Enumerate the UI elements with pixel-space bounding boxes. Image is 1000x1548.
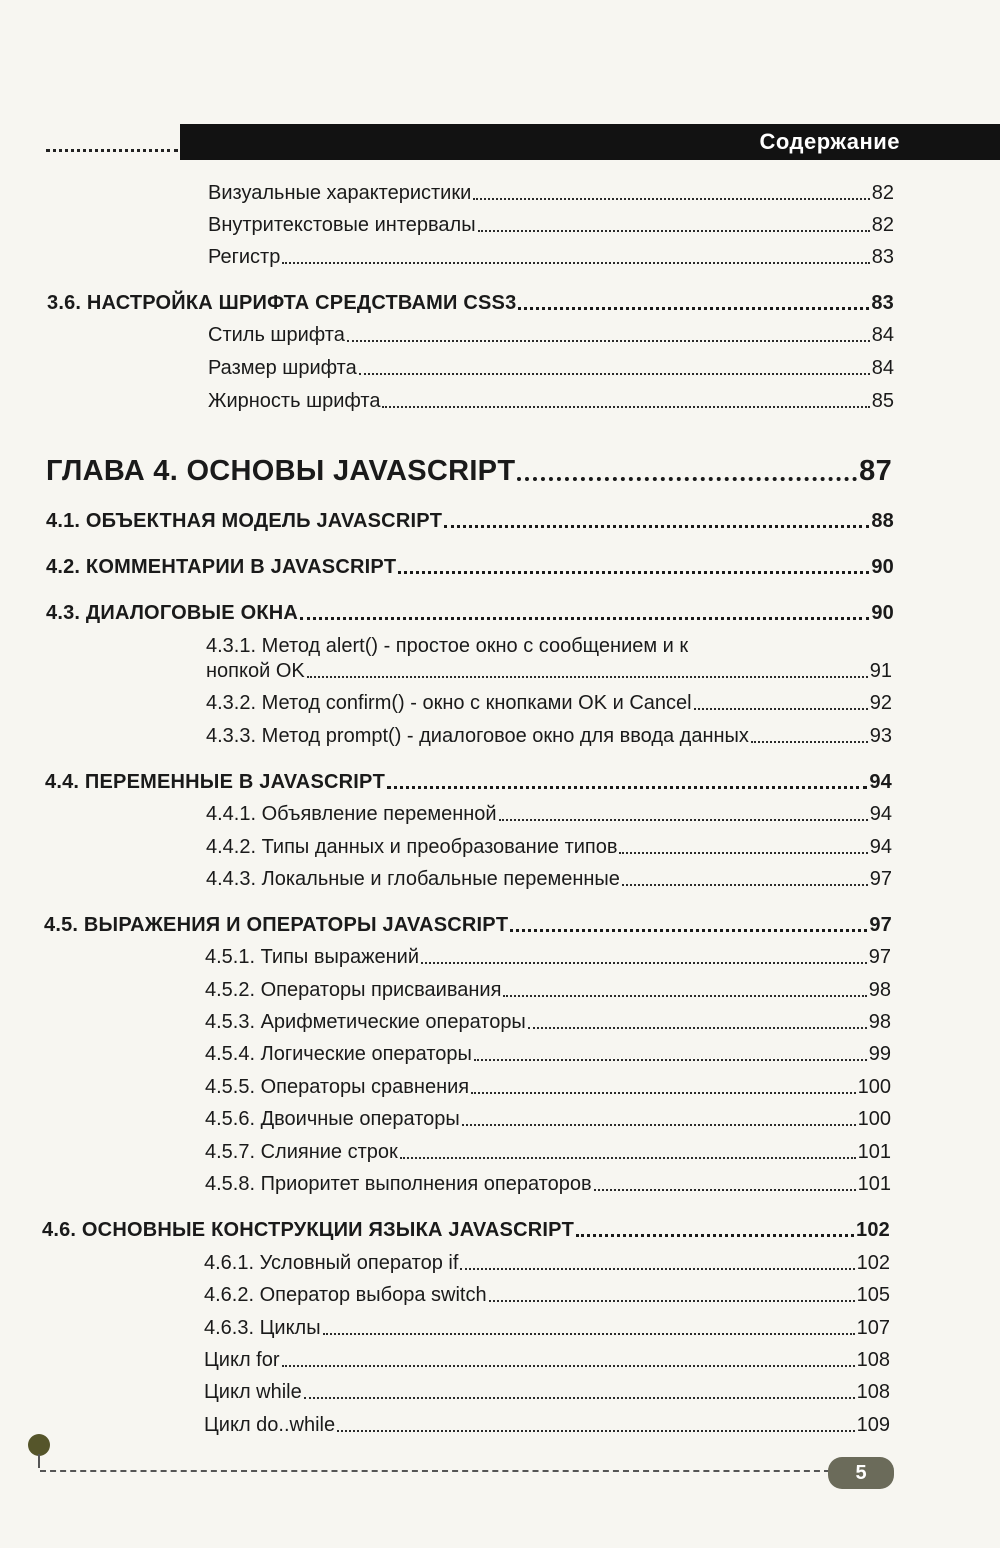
toc-entry-page: 109 bbox=[856, 1414, 890, 1436]
dot-leader bbox=[300, 616, 869, 620]
dot-leader bbox=[444, 524, 869, 528]
toc-entry bbox=[206, 803, 892, 826]
toc-entry bbox=[206, 660, 892, 683]
toc-entry bbox=[204, 1414, 890, 1437]
toc-entry bbox=[206, 725, 892, 748]
toc-entry-title: 4.5.6. Двоичные операторы bbox=[205, 1108, 460, 1130]
toc-chapter bbox=[46, 455, 892, 488]
toc-entry bbox=[208, 324, 894, 347]
toc-entry-page: 85 bbox=[871, 390, 894, 412]
footer-bullet-icon bbox=[28, 1434, 50, 1456]
dot-leader bbox=[421, 961, 867, 964]
header-dotted-rule bbox=[46, 149, 178, 152]
toc-section-page: 88 bbox=[871, 510, 894, 532]
dot-leader bbox=[503, 994, 866, 997]
toc-entry-title: 4.4.3. Локальные и глобальные переменные bbox=[206, 868, 620, 890]
toc-entry-page: 94 bbox=[869, 836, 892, 858]
toc-entry bbox=[206, 868, 892, 891]
toc-entry-title: 4.5.2. Операторы присваивания bbox=[205, 979, 502, 1001]
toc-entry-title: Стиль шрифта bbox=[208, 324, 345, 346]
toc-entry bbox=[208, 246, 894, 269]
toc-entry bbox=[205, 946, 891, 969]
toc-entry-page: 108 bbox=[856, 1381, 890, 1403]
toc-section-page: 90 bbox=[871, 556, 894, 578]
toc-entry-title-line1: 4.3.1. Метод alert() - простое окно с сообщением и к bbox=[206, 635, 689, 657]
toc-entry bbox=[206, 836, 892, 859]
toc-chapter-title: ГЛАВА 4. ОСНОВЫ JAVASCRIPT bbox=[46, 455, 516, 487]
dot-leader bbox=[473, 197, 869, 200]
dot-leader bbox=[510, 928, 867, 932]
dot-leader bbox=[619, 851, 867, 854]
toc-entry-title: Размер шрифта bbox=[208, 357, 357, 379]
toc-entry-page: 98 bbox=[868, 1011, 891, 1033]
toc-section bbox=[46, 510, 894, 533]
toc-entry-title: Жирность шрифта bbox=[208, 390, 381, 412]
page-number-badge bbox=[828, 1457, 894, 1489]
toc-entry-title: 4.5.5. Операторы сравнения bbox=[205, 1076, 470, 1098]
toc-entry bbox=[205, 1076, 891, 1099]
toc-section-title: 4.4. ПЕРЕМЕННЫЕ В JAVASCRIPT bbox=[45, 771, 385, 793]
toc-entry bbox=[204, 1317, 890, 1340]
toc-entry-page: 84 bbox=[871, 324, 894, 346]
toc-entry-title: Визуальные характеристики bbox=[208, 182, 472, 204]
toc-entry bbox=[205, 1108, 891, 1131]
toc-entry-page: 108 bbox=[856, 1349, 890, 1371]
toc-entry bbox=[205, 979, 891, 1002]
toc-entry bbox=[204, 1381, 890, 1404]
footer-bullet-stem bbox=[38, 1454, 40, 1468]
page-number: 5 bbox=[855, 1461, 867, 1484]
toc-section bbox=[45, 771, 892, 794]
toc-section-title: 4.2. КОММЕНТАРИИ В JAVASCRIPT bbox=[46, 556, 397, 578]
dot-leader bbox=[382, 405, 869, 408]
toc-entry bbox=[204, 1252, 890, 1275]
toc-entry-title: 4.5.3. Арифметические операторы bbox=[205, 1011, 526, 1033]
dot-leader bbox=[347, 339, 870, 342]
toc-entry-page: 102 bbox=[856, 1252, 890, 1274]
toc-entry-page: 99 bbox=[868, 1043, 891, 1065]
toc-entry-title: 4.3.3. Метод prompt() - диалоговое окно для ввода данных bbox=[206, 725, 749, 747]
dot-leader bbox=[304, 1396, 855, 1399]
dot-leader bbox=[489, 1299, 855, 1302]
toc-section-page: 102 bbox=[856, 1219, 890, 1241]
dot-leader bbox=[622, 883, 868, 886]
toc-entry-page: 98 bbox=[868, 979, 891, 1001]
toc-entry bbox=[208, 357, 894, 380]
toc-section-title: 4.1. ОБЪЕКТНАЯ МОДЕЛЬ JAVASCRIPT bbox=[46, 510, 443, 532]
toc-section-title: 4.3. ДИАЛОГОВЫЕ ОКНА bbox=[46, 602, 299, 624]
dot-leader bbox=[518, 306, 869, 310]
toc-entry-title: Внутритекстовые интервалы bbox=[208, 214, 476, 236]
toc-entry-page: 82 bbox=[871, 182, 894, 204]
dot-leader bbox=[694, 707, 868, 710]
dot-leader bbox=[478, 229, 870, 232]
toc-section-title: 4.6. ОСНОВНЫЕ КОНСТРУКЦИИ ЯЗЫКА JAVASCRIPT bbox=[42, 1219, 575, 1241]
toc-entry-page: 101 bbox=[857, 1141, 891, 1163]
toc-entry bbox=[204, 1349, 890, 1372]
dot-leader bbox=[462, 1123, 856, 1126]
toc-entry-page: 100 bbox=[857, 1076, 891, 1098]
toc-section-page: 83 bbox=[871, 292, 894, 314]
dot-leader bbox=[387, 785, 867, 789]
dot-leader bbox=[460, 1267, 854, 1270]
toc-section-page: 94 bbox=[869, 771, 892, 793]
toc-entry-title: 4.6.2. Оператор выбора switch bbox=[204, 1284, 487, 1306]
dot-leader bbox=[517, 476, 857, 481]
toc-entry bbox=[208, 390, 894, 413]
dot-leader bbox=[576, 1233, 854, 1237]
dot-leader bbox=[594, 1188, 856, 1191]
toc-section-page: 90 bbox=[871, 602, 894, 624]
toc-entry bbox=[204, 1284, 890, 1307]
dot-leader bbox=[359, 372, 870, 375]
toc-entry-title: Регистр bbox=[208, 246, 281, 268]
toc-entry bbox=[205, 1141, 891, 1164]
dot-leader bbox=[528, 1026, 867, 1029]
toc-entry-title: Цикл for bbox=[204, 1349, 280, 1371]
toc-entry-title: 4.3.2. Метод confirm() - окно с кнопками OK и Cancel bbox=[206, 692, 692, 714]
toc-entry-page: 82 bbox=[871, 214, 894, 236]
toc-section bbox=[46, 602, 894, 625]
toc-entry-title: Цикл do..while bbox=[204, 1414, 336, 1436]
toc-entry-page: 105 bbox=[856, 1284, 890, 1306]
toc-section-title: 4.5. ВЫРАЖЕНИЯ И ОПЕРАТОРЫ JAVASCRIPT bbox=[44, 914, 509, 936]
toc-entry-title: 4.5.4. Логические операторы bbox=[205, 1043, 472, 1065]
toc-entry-title: 4.4.2. Типы данных и преобразование типов bbox=[206, 836, 618, 858]
dot-leader bbox=[398, 570, 869, 574]
toc-section-title: 3.6. НАСТРОЙКА ШРИФТА СРЕДСТВАМИ CSS3 bbox=[47, 292, 517, 314]
toc-entry-title: Цикл while bbox=[204, 1381, 302, 1403]
dot-leader bbox=[471, 1091, 856, 1094]
toc-entry-page: 97 bbox=[869, 868, 892, 890]
toc-entry-page: 97 bbox=[868, 946, 891, 968]
toc-entry-page: 107 bbox=[856, 1317, 890, 1339]
toc-entry-page: 91 bbox=[869, 660, 892, 682]
toc-entry-page: 101 bbox=[857, 1173, 891, 1195]
toc-entry-title: 4.5.7. Слияние строк bbox=[205, 1141, 398, 1163]
toc-entry-page: 83 bbox=[871, 246, 894, 268]
toc-entry-page: 92 bbox=[869, 692, 892, 714]
toc-section bbox=[44, 914, 892, 937]
toc-entry-page: 93 bbox=[869, 725, 892, 747]
dot-leader bbox=[282, 1364, 855, 1367]
dot-leader bbox=[323, 1332, 855, 1335]
dot-leader bbox=[282, 261, 869, 264]
dot-leader bbox=[499, 818, 868, 821]
toc-entry-title: 4.4.1. Объявление переменной bbox=[206, 803, 497, 825]
toc-section bbox=[42, 1219, 890, 1242]
toc-entry bbox=[205, 1173, 891, 1196]
toc-entry-title: нопкой OK bbox=[206, 660, 305, 682]
dot-leader bbox=[400, 1156, 856, 1159]
dot-leader bbox=[337, 1429, 855, 1432]
toc-entry-page: 94 bbox=[869, 803, 892, 825]
toc-entry-title: 4.5.1. Типы выражений bbox=[205, 946, 420, 968]
dot-leader bbox=[474, 1058, 867, 1061]
toc-entry bbox=[206, 692, 892, 715]
toc-entry-page: 100 bbox=[857, 1108, 891, 1130]
dot-leader bbox=[307, 675, 868, 678]
toc-entry-page: 84 bbox=[871, 357, 894, 379]
toc-section-page: 97 bbox=[869, 914, 892, 936]
toc-entry bbox=[208, 214, 894, 237]
toc-entry bbox=[205, 1011, 891, 1034]
toc-entry bbox=[208, 182, 894, 205]
toc-entry-title: 4.6.1. Условный оператор if bbox=[204, 1252, 459, 1274]
toc-entry bbox=[205, 1043, 891, 1066]
header-title: Содержание bbox=[759, 129, 900, 154]
toc-chapter-page: 87 bbox=[859, 455, 892, 487]
toc-entry-title: 4.6.3. Циклы bbox=[204, 1317, 321, 1339]
dot-leader bbox=[751, 740, 868, 743]
toc-section bbox=[46, 556, 894, 579]
header-bar bbox=[180, 124, 1000, 160]
footer-dashed-rule bbox=[40, 1470, 830, 1472]
toc-entry-title: 4.5.8. Приоритет выполнения операторов bbox=[205, 1173, 592, 1195]
toc-section bbox=[47, 292, 894, 315]
